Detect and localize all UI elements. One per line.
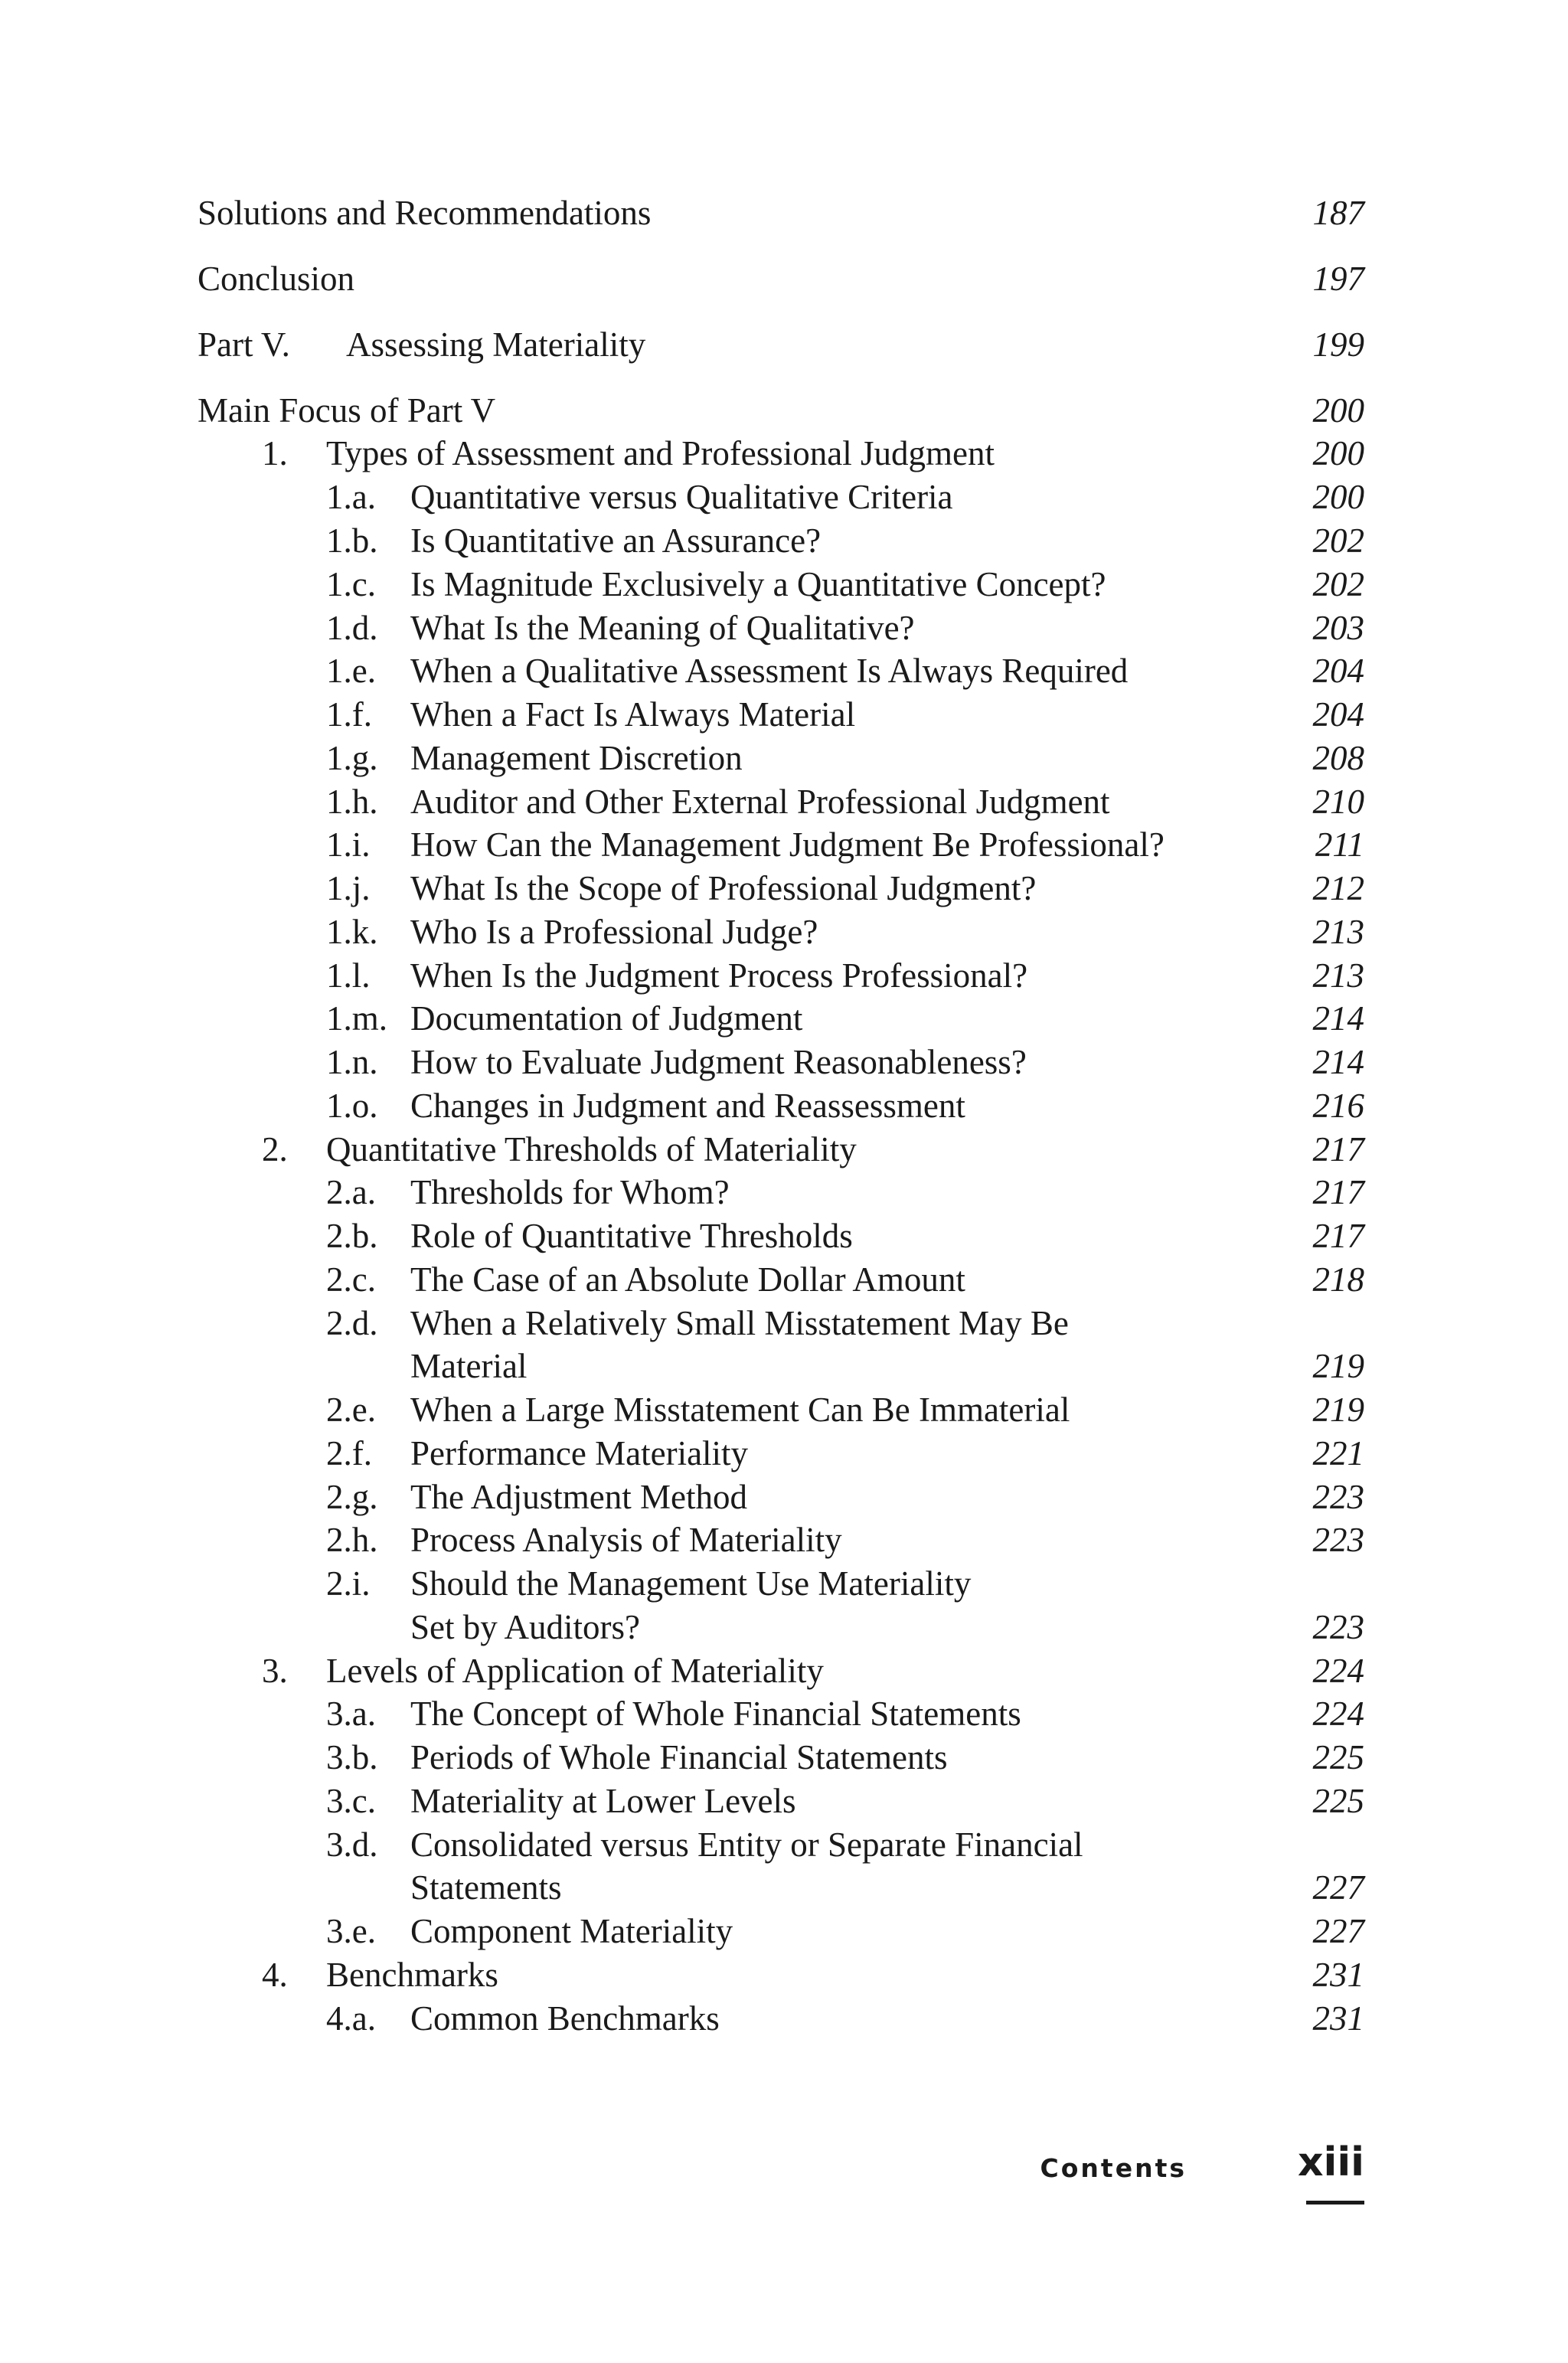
toc-entry-page: 224 — [1312, 1695, 1364, 1733]
toc-entry-number: 2.f. — [326, 1434, 372, 1472]
toc-entry-title: How to Evaluate Judgment Reasonableness? — [410, 1043, 1027, 1081]
toc-entry-number: 1.a. — [326, 478, 376, 516]
toc-entry-title: Component Materiality — [410, 1912, 733, 1950]
toc-entry-title: Who Is a Professional Judge? — [410, 913, 818, 951]
toc-entry-title: Set by Auditors? — [410, 1608, 640, 1646]
toc-entry-number: 3.d. — [326, 1825, 378, 1864]
toc-entry-page: 210 — [1312, 783, 1364, 821]
toc-entry — [198, 1908, 1364, 1954]
toc-entry-title: Performance Materiality — [410, 1434, 749, 1472]
toc-entry-title: Conclusion — [198, 260, 355, 298]
toc-entry — [198, 1039, 1364, 1085]
toc-entry — [198, 865, 1364, 911]
toc-entry-page: 217 — [1312, 1130, 1364, 1168]
toc-entry-number: 1. — [262, 434, 288, 472]
toc-entry-page: 231 — [1312, 1999, 1364, 2038]
toc-entry-continuation — [198, 1604, 1364, 1650]
toc-entry — [198, 735, 1364, 781]
toc-entry-page: 231 — [1312, 1956, 1364, 1994]
toc-entry — [198, 1430, 1364, 1476]
toc-entry-title: Periods of Whole Financial Statements — [410, 1738, 948, 1776]
toc-entry-title: When a Large Misstatement Can Be Immaterial — [410, 1391, 1070, 1429]
toc-entry-number: 3.c. — [326, 1782, 376, 1820]
toc-entry-title: Solutions and Recommendations — [198, 194, 652, 232]
toc-entry-number: 1.f. — [326, 695, 372, 734]
toc-entry-continuation — [198, 1865, 1364, 1910]
toc-entry-page: 219 — [1312, 1347, 1364, 1385]
toc-entry-title: Documentation of Judgment — [410, 999, 803, 1038]
toc-entry-title: Management Discretion — [410, 739, 743, 777]
toc-entry-number: 1.l. — [326, 956, 371, 995]
toc-entry-page: 208 — [1312, 739, 1364, 777]
toc-entry-number: Part V. — [198, 325, 290, 364]
toc-entry-page: 204 — [1312, 652, 1364, 690]
toc-entry — [198, 474, 1364, 520]
toc-entry-page: 217 — [1312, 1217, 1364, 1255]
toc-entry — [198, 1300, 1364, 1346]
toc-entry — [198, 256, 1364, 302]
toc-entry-number: 2.e. — [326, 1391, 376, 1429]
toc-entry-number: 1.b. — [326, 521, 378, 560]
toc-entry-title: Quantitative versus Qualitative Criteria — [410, 478, 953, 516]
toc-entry-title: When Is the Judgment Process Professional? — [410, 956, 1028, 995]
toc-entry-number: 1.d. — [326, 609, 378, 647]
toc-entry-title: Process Analysis of Materiality — [410, 1521, 842, 1559]
toc-entry-number: 4. — [262, 1956, 288, 1994]
toc-entry-number: 2.b. — [326, 1217, 378, 1255]
toc-entry — [198, 1517, 1364, 1563]
toc-entry-title: Changes in Judgment and Reassessment — [410, 1087, 965, 1125]
toc-entry-number: 1.k. — [326, 913, 378, 951]
toc-entry-title: Thresholds for Whom? — [410, 1173, 730, 1211]
toc-entry-number: 2.i. — [326, 1564, 371, 1603]
running-footer-label: Contents — [1040, 2153, 1187, 2183]
toc-entry-page: 217 — [1312, 1173, 1364, 1211]
toc-entry — [198, 190, 1364, 236]
toc-entry-title: Is Quantitative an Assurance? — [410, 521, 822, 560]
toc-entry — [198, 1734, 1364, 1780]
toc-entry — [198, 1213, 1364, 1259]
toc-entry — [198, 430, 1364, 476]
toc-entry-number: 1.e. — [326, 652, 376, 690]
toc-entry-page: 203 — [1312, 609, 1364, 647]
toc-entry — [198, 779, 1364, 825]
toc-entry-number: 2.a. — [326, 1173, 376, 1211]
toc-entry-page: 218 — [1312, 1260, 1364, 1299]
toc-entry-page: 214 — [1312, 999, 1364, 1038]
toc-entry-page: 211 — [1315, 825, 1364, 864]
toc-entry-number: 3.e. — [326, 1912, 376, 1950]
toc-entry-page: 221 — [1312, 1434, 1364, 1472]
folio-underline — [1306, 2201, 1364, 2204]
toc-entry — [198, 387, 1364, 433]
toc-entry-number: 1.m. — [326, 999, 388, 1038]
toc-entry-title: Material — [410, 1347, 528, 1385]
toc-entry — [198, 1952, 1364, 1998]
toc-entry — [198, 1387, 1364, 1433]
toc-entry-page: 227 — [1312, 1868, 1364, 1907]
toc-entry-page: 212 — [1312, 869, 1364, 907]
toc-entry-title: Assessing Materiality — [346, 325, 646, 364]
toc-entry-title: The Adjustment Method — [410, 1478, 747, 1516]
toc-entry-title: How Can the Management Judgment Be Professional? — [410, 825, 1165, 864]
toc-entry-number: 1.i. — [326, 825, 371, 864]
toc-entry-number: 2.h. — [326, 1521, 378, 1559]
toc-entry-page: 214 — [1312, 1043, 1364, 1081]
toc-entry-title: When a Relatively Small Misstatement May Be — [410, 1304, 1069, 1342]
toc-entry-page: 219 — [1312, 1391, 1364, 1429]
toc-entry-page: 200 — [1312, 434, 1364, 472]
toc-entry-page: 213 — [1312, 956, 1364, 995]
toc-entry-page: 223 — [1312, 1478, 1364, 1516]
page-number: xiii — [1297, 2139, 1364, 2185]
toc-entry-number: 2. — [262, 1130, 288, 1168]
toc-entry-continuation — [198, 1343, 1364, 1389]
toc-entry-number: 3.b. — [326, 1738, 378, 1776]
toc-part-heading — [198, 322, 1364, 368]
toc-entry — [198, 518, 1364, 564]
toc-entry-title: Quantitative Thresholds of Materiality — [326, 1130, 857, 1168]
toc-entry-title: Common Benchmarks — [410, 1999, 720, 2038]
toc-entry — [198, 1995, 1364, 2041]
toc-entry — [198, 1257, 1364, 1302]
toc-entry-title: The Case of an Absolute Dollar Amount — [410, 1260, 965, 1299]
toc-entry — [198, 995, 1364, 1041]
toc-entry-page: 199 — [1312, 325, 1364, 364]
toc-entry-number: 3. — [262, 1652, 288, 1690]
toc-entry-number: 1.h. — [326, 783, 378, 821]
toc-entry-page: 187 — [1312, 194, 1364, 232]
toc-entry-page: 223 — [1312, 1608, 1364, 1646]
toc-entry-number: 2.g. — [326, 1478, 378, 1516]
toc-entry-page: 200 — [1312, 391, 1364, 430]
toc-entry — [198, 1083, 1364, 1129]
toc-entry — [198, 1169, 1364, 1215]
toc-entry-title: What Is the Scope of Professional Judgment? — [410, 869, 1037, 907]
toc-entry-title: Role of Quantitative Thresholds — [410, 1217, 853, 1255]
toc-entry-number: 2.d. — [326, 1304, 378, 1342]
toc-entry-page: 204 — [1312, 695, 1364, 734]
toc-entry-page: 224 — [1312, 1652, 1364, 1690]
toc-entry-title: What Is the Meaning of Qualitative? — [410, 609, 915, 647]
toc-entry — [198, 1691, 1364, 1737]
toc-entry — [198, 822, 1364, 868]
toc-entry-number: 1.n. — [326, 1043, 378, 1081]
toc-entry-number: 1.o. — [326, 1087, 378, 1125]
toc-entry-title: Main Focus of Part V — [198, 391, 496, 430]
toc-entry — [198, 1561, 1364, 1606]
toc-entry-page: 213 — [1312, 913, 1364, 951]
toc-entry — [198, 1126, 1364, 1172]
toc-entry-page: 202 — [1312, 565, 1364, 603]
toc-entry-page: 202 — [1312, 521, 1364, 560]
toc-entry-title: When a Fact Is Always Material — [410, 695, 856, 734]
toc-entry — [198, 648, 1364, 694]
toc-entry-page: 200 — [1312, 478, 1364, 516]
toc-entry-page: 225 — [1312, 1782, 1364, 1820]
toc-entry — [198, 953, 1364, 998]
toc-entry-title: Should the Management Use Materiality — [410, 1564, 972, 1603]
toc-entry-number: 2.c. — [326, 1260, 376, 1299]
toc-entry-title: Materiality at Lower Levels — [410, 1782, 796, 1820]
toc-entry-number: 1.g. — [326, 739, 378, 777]
toc-entry-title: Is Magnitude Exclusively a Quantitative Concept? — [410, 565, 1106, 603]
toc-entry — [198, 909, 1364, 955]
toc-entry-number: 3.a. — [326, 1695, 376, 1733]
toc-entry — [198, 605, 1364, 651]
toc-entry-number: 4.a. — [326, 1999, 376, 2038]
toc-entry-title: When a Qualitative Assessment Is Always Required — [410, 652, 1129, 690]
toc-entry-title: Levels of Application of Materiality — [326, 1652, 824, 1690]
toc-entry-title: Auditor and Other External Professional Judgment — [410, 783, 1110, 821]
toc-entry-number: 1.j. — [326, 869, 371, 907]
toc-entry-title: Types of Assessment and Professional Judgment — [326, 434, 995, 472]
toc-entry-title: The Concept of Whole Financial Statements — [410, 1695, 1021, 1733]
toc-entry — [198, 1778, 1364, 1824]
toc-entry-page: 197 — [1312, 260, 1364, 298]
toc-entry-page: 227 — [1312, 1912, 1364, 1950]
toc-entry — [198, 1648, 1364, 1694]
toc-entry-number: 1.c. — [326, 565, 376, 603]
toc-entry — [198, 691, 1364, 737]
toc-entry — [198, 1474, 1364, 1520]
toc-entry-page: 225 — [1312, 1738, 1364, 1776]
toc-entry-title: Statements — [410, 1868, 562, 1907]
toc-entry-page: 216 — [1312, 1087, 1364, 1125]
toc-entry-page: 223 — [1312, 1521, 1364, 1559]
toc-entry-title: Consolidated versus Entity or Separate Financial — [410, 1825, 1083, 1864]
toc-entry — [198, 1822, 1364, 1868]
toc-entry-title: Benchmarks — [326, 1956, 498, 1994]
toc-entry — [198, 561, 1364, 607]
